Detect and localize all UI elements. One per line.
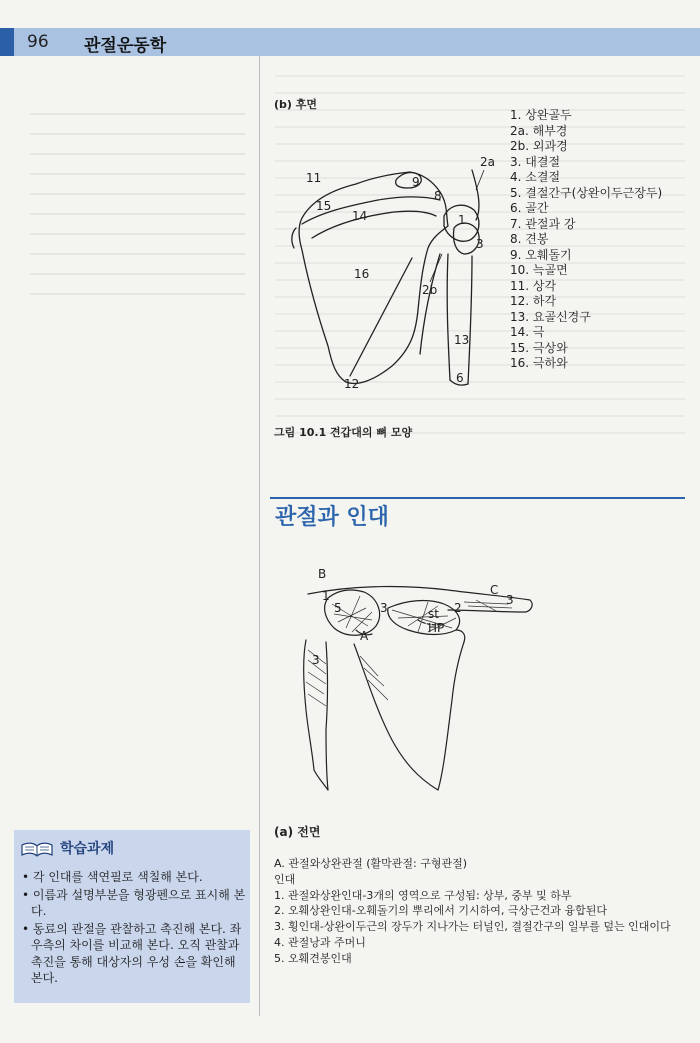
legend-item: 2a. 해부경 <box>510 123 568 138</box>
callout-16: 16 <box>354 267 370 281</box>
legend-item: 8. 견봉 <box>510 232 549 246</box>
legend-item: 3. 대결절 <box>510 154 561 169</box>
description-line: A. 관절와상완관절 (활막관절: 구형관절) <box>274 857 467 870</box>
figure-caption: 그림 10.1 견갑대의 뼈 모양 <box>274 426 413 439</box>
legend-item: 6. 골간 <box>510 201 549 215</box>
callout-3a: 3 <box>380 601 388 615</box>
scapula-posterior-diagram <box>272 120 502 400</box>
study-item: • 이름과 설명부분을 형광펜으로 표시해 본다. <box>22 887 246 918</box>
description-line: 5. 오훼견봉인대 <box>274 951 352 965</box>
legend-item: 1. 상완골두 <box>510 108 572 122</box>
callout-2a: 2a <box>480 155 495 169</box>
margin-divider <box>259 56 260 1016</box>
callout-8: 8 <box>434 189 442 203</box>
legend-item: 7. 관절과 강 <box>510 216 576 231</box>
study-list <box>22 869 248 988</box>
legend-item: 4. 소결절 <box>510 170 561 184</box>
section-rule <box>270 497 685 499</box>
callout-3c: 3 <box>506 593 514 607</box>
running-title: 관절운동학 <box>84 36 167 56</box>
callout-9: 9 <box>412 175 420 189</box>
legend-item: 12. 하각 <box>510 294 557 308</box>
page-number: 96 <box>27 32 49 52</box>
figure-a-label: (a) 전면 <box>274 825 321 839</box>
callout-15: 15 <box>316 199 332 213</box>
callout-3d: 3 <box>312 653 320 667</box>
callout-3: 3 <box>476 237 484 251</box>
callout-1: 1 <box>322 589 330 603</box>
section-title: 관절과 인대 <box>275 505 389 530</box>
callout-1: 1 <box>458 213 466 227</box>
callout-11: 11 <box>306 171 322 185</box>
callout-6: 6 <box>456 371 464 385</box>
description-line: 4. 관절낭과 주머니 <box>274 935 366 949</box>
bleed-through-text-left <box>30 95 245 335</box>
callout-A: A <box>360 629 369 643</box>
legend-item: 10. 늑골면 <box>510 263 568 277</box>
figure-a-description <box>274 856 671 967</box>
legend-item: 9. 오훼돌기 <box>510 247 572 262</box>
callout-5: 5 <box>334 601 342 615</box>
callout-B: B <box>318 567 327 581</box>
callout-12: 12 <box>344 377 360 391</box>
description-line: 3. 횡인대-상완이두근의 장두가 지나가는 터널인, 결절간구의 일부를 덮는 인대이다 <box>274 920 671 934</box>
figure-b-label: (b) 후면 <box>274 98 318 111</box>
description-line: 1. 관절와상완인대-3개의 영역으로 구성됨: 상부, 중부 및 하부 <box>274 888 572 902</box>
header-tab <box>0 28 14 56</box>
description-line: 2. 오훼상완인대-오훼돌기의 뿌리에서 기시하여, 극상근건과 융합된다 <box>274 904 607 918</box>
legend-item: 15. 극상와 <box>510 340 568 355</box>
study-heading <box>20 838 114 858</box>
callout-st: st <box>428 607 439 621</box>
callout-2: 2 <box>454 601 462 615</box>
open-book-icon <box>20 841 54 857</box>
callout-2b: 2b <box>422 283 438 297</box>
legend-item: 13. 요골신경구 <box>510 309 591 324</box>
callout-C: C <box>490 583 499 597</box>
legend-item: 16. 극하와 <box>510 356 568 370</box>
study-title: 학습과제 <box>60 841 115 857</box>
shoulder-ligaments-anterior-diagram <box>268 560 538 815</box>
figure-b-legend <box>510 108 662 372</box>
legend-item: 2b. 외과경 <box>510 139 568 153</box>
callout-13: 13 <box>454 333 470 347</box>
legend-item: 5. 결절간구(상완이두근장두) <box>510 185 663 200</box>
legend-item: 11. 상각 <box>510 278 557 293</box>
callout-14: 14 <box>352 209 368 223</box>
callout-HP: HP <box>428 621 445 635</box>
legend-item: 14. 극 <box>510 325 545 339</box>
study-item: • 동료의 관절을 관찰하고 촉진해 본다. 좌우측의 차이를 비교해 본다. 오직 관찰과 촉진을 통해 대상자의 우성 손을 확인해 본다. <box>22 921 242 985</box>
study-item: • 각 인대를 색연필로 색칠해 본다. <box>22 870 203 884</box>
description-line: 인대 <box>274 872 296 886</box>
